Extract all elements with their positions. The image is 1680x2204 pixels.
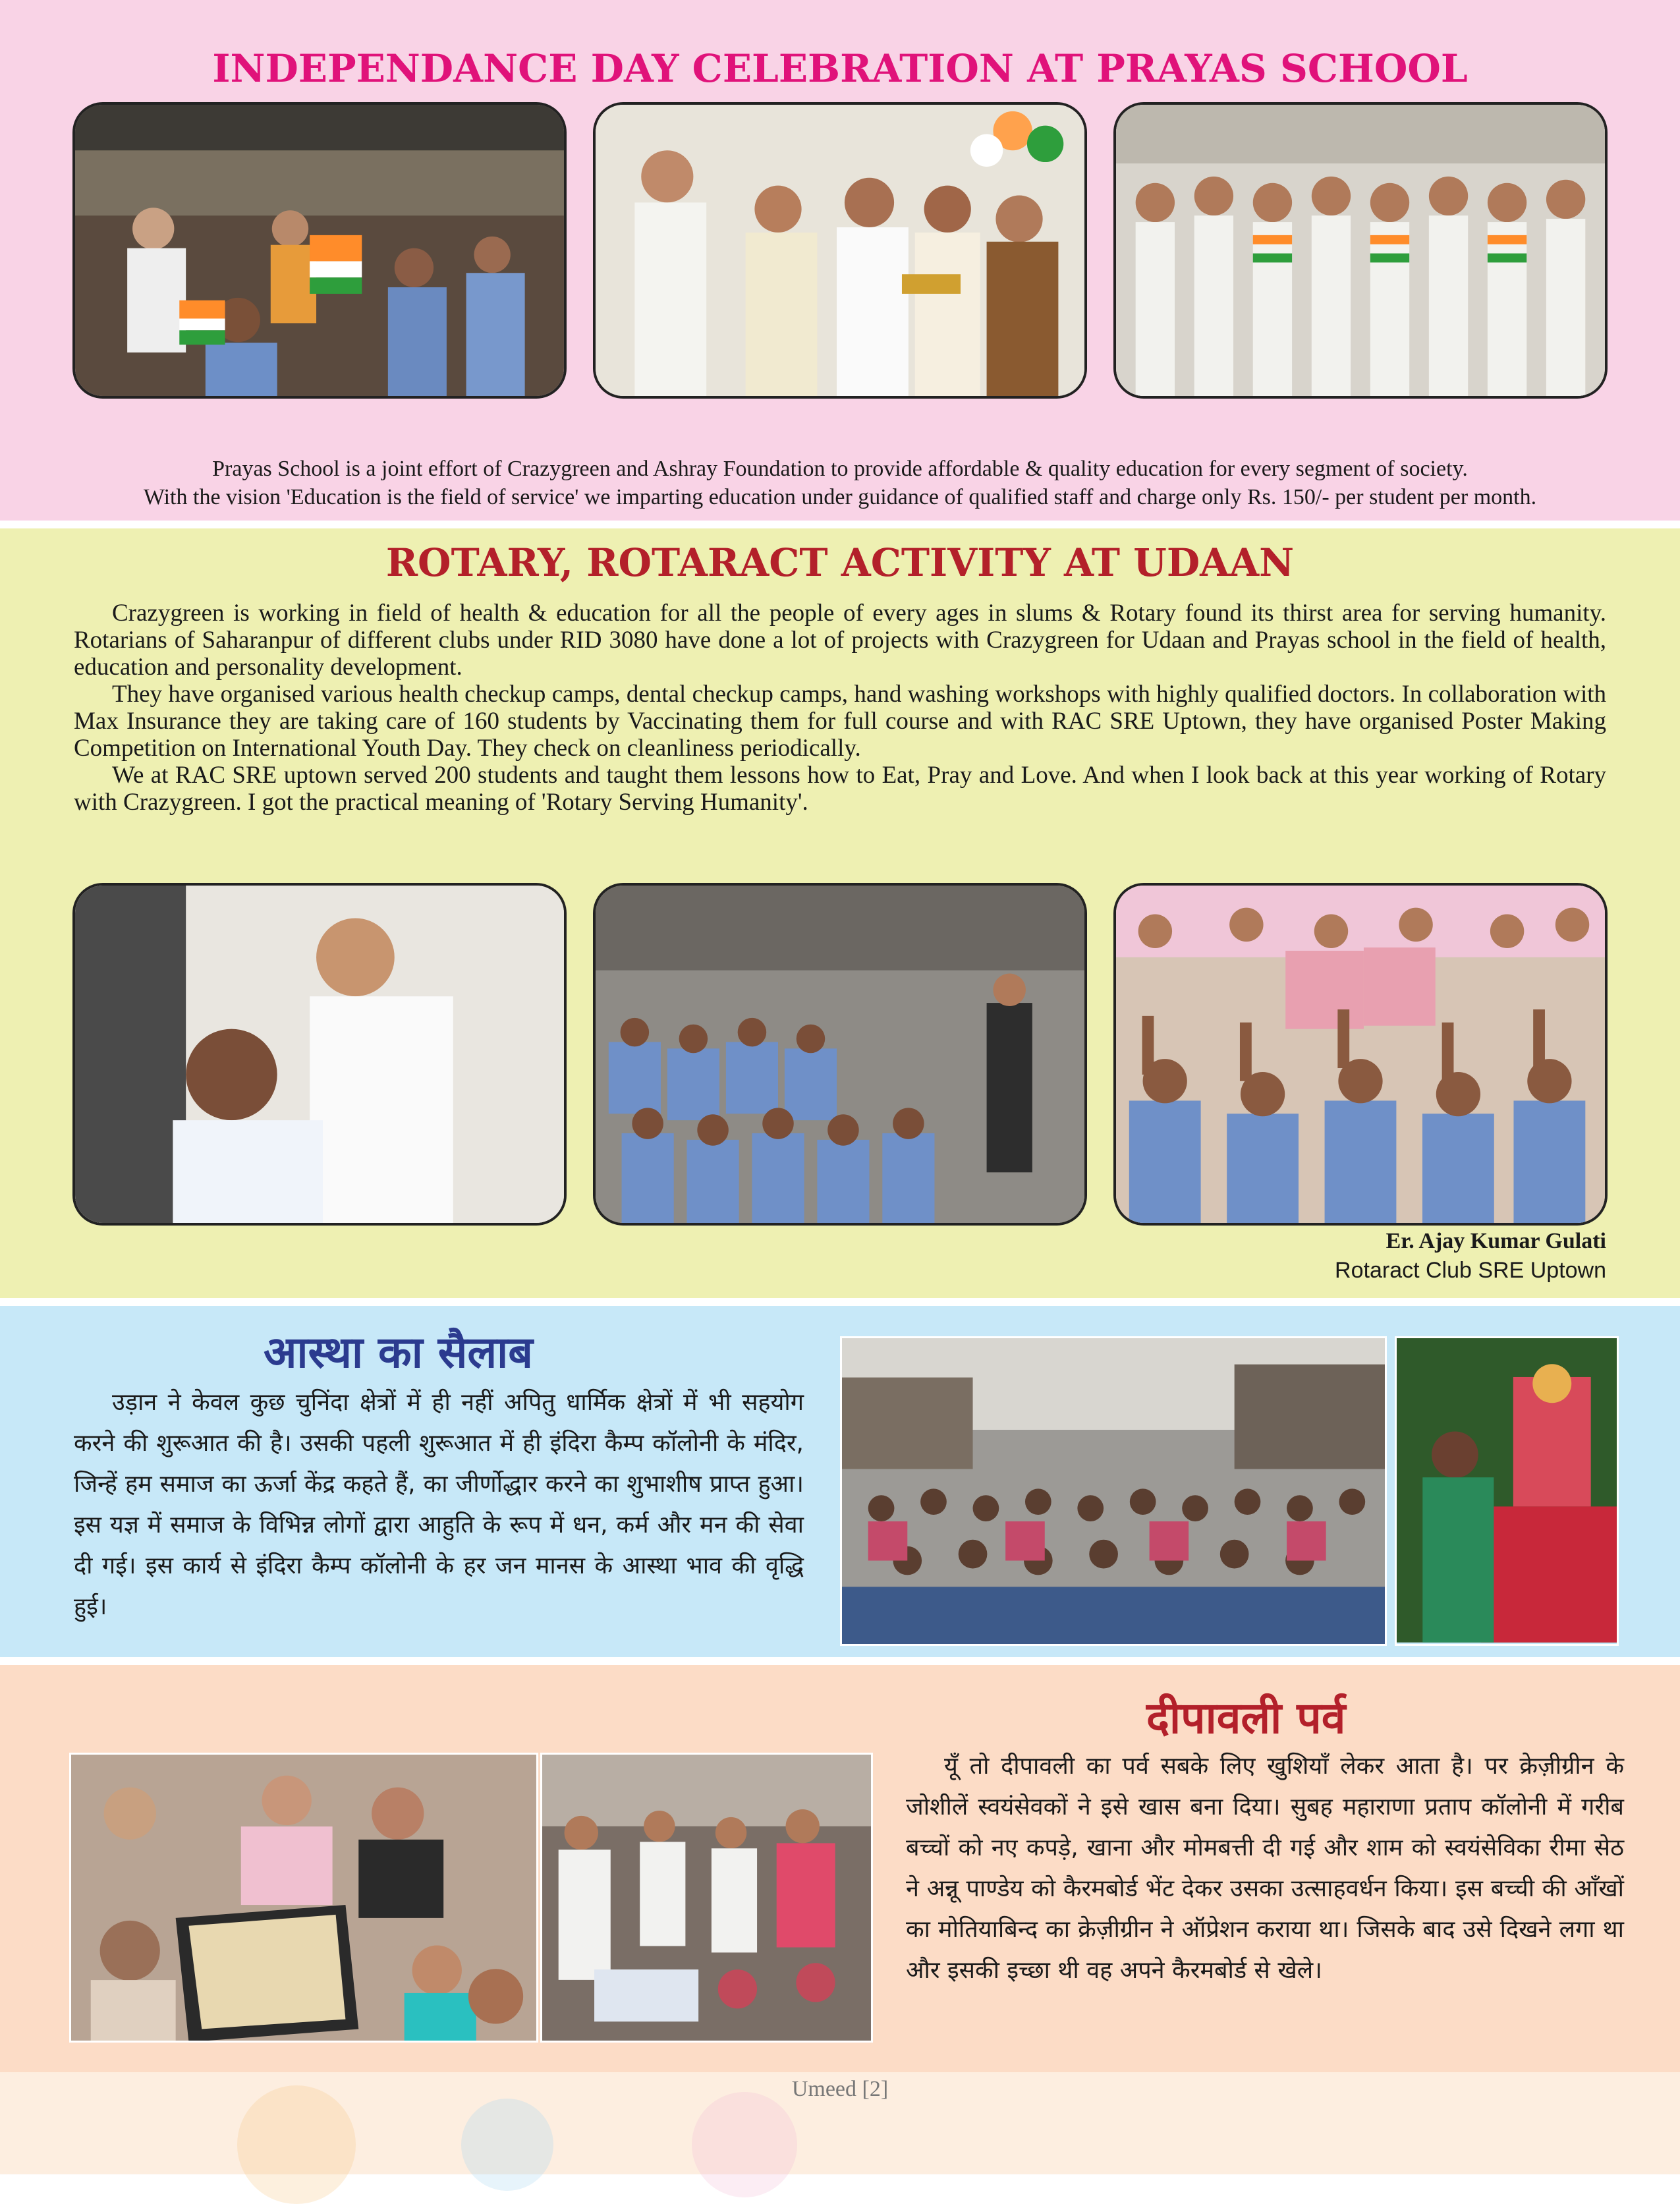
photo-children-cheering (1113, 883, 1608, 1226)
photo-students-with-flags (72, 102, 567, 399)
photo-temple-idol (1395, 1336, 1619, 1646)
page-number: Umeed [2] (791, 2077, 889, 2101)
prayas-caption-line1: Prayas School is a joint effort of Crazygreen and Ashray Foundation to provide affordable & quality education for every segment of society. (212, 457, 1468, 481)
aastha-paragraph: उड़ान ने केवल कुछ चुनिंदा क्षेत्रों में ही नहीं अपितु धार्मिक क्षेत्रों में भी सहयोग करने की शुरूआत की है। उसकी पहली शुरूआत में ही इंदिरा कैम्प कॉलोनी के मंदिर, जिन्हें हम समाज का ऊर्जा केंद्र कहते हैं, का जीर्णोद्धार करने का शुभाशीष प्राप्त हुआ। इस यज्ञ में समाज के विभिन्न लोगों द्वारा आहुति के रूप में धन, कर्म और मन की सेवा दी गई। इस कार्य से इंदिरा कैम्प कॉलोनी के हर जन मानस के आस्था भाव की वृद्धि हुई। (74, 1389, 804, 1620)
aastha-text (74, 1382, 804, 1627)
deepawali-text (906, 1746, 1624, 1991)
photo-guest-felicitation (593, 102, 1087, 399)
photo-group-celebration (1113, 102, 1608, 399)
deepawali-paragraph: यूँ तो दीपावली का पर्व सबके लिए खुशियाँ लेकर आता है। पर क्रेज़ीग्रीन के जोशीलें स्वयंसेवकों ने इसे खास बना दिया। सुबह महाराणा प्रताप कॉलोनी में गरीब बच्चों को नए कपड़े, खाना और मोमबत्ती दी गई और शाम को स्वयंसेविका रीमा सेठ ने अन्नू पाण्डेय को कैरमबोर्ड भेंट देकर उसका उत्साहवर्धन किया। इस बच्ची की आँखों का मोतियाबिन्द का क्रेज़ीग्रीन ने ऑप्रेशन कराया था। जिसके बाद उसे दिखने लगा था और इसकी इच्छा थी वह अपने कैरमबोर्ड से खेले। (906, 1753, 1624, 1984)
photo-vaccination (72, 883, 567, 1226)
photo-students-hall (593, 883, 1087, 1226)
photo-temple-crowd (840, 1336, 1387, 1646)
photo-clothes-distribution (540, 1753, 873, 2043)
photo-carrom-gift (69, 1753, 538, 2043)
independence-day-title: INDEPENDANCE DAY CELEBRATION AT PRAYAS SCHOOL (212, 46, 1468, 91)
rotary-paragraph-1: Crazygreen is working in field of health & education for all the people of every ages in slums & Rotary found its thirst area for serving humanity. Rotarians of Saharanpur of different clubs under RID 3080 have done a lot of projects with Crazygreen for Udaan and Prayas school in the field of health, education and personality development. (74, 600, 1606, 681)
deepawali-title: दीपावली पर्व (1146, 1693, 1346, 1743)
rotary-title: ROTARY, ROTARACT ACTIVITY AT UDAAN (385, 540, 1295, 585)
author-organization: Rotaract Club SRE Uptown (1335, 1258, 1606, 1283)
prayas-caption-line2: With the vision 'Education is the field of service' we imparting education under guidance of qualified staff and charge only Rs. 150/- per student per month. (143, 485, 1537, 509)
author-name: Er. Ajay Kumar Gulati (1386, 1229, 1606, 1253)
rotary-paragraph-3: We at RAC SRE uptown served 200 students and taught them lessons how to Eat, Pray and Love. And when I look back at this year working of Rotary with Crazygreen. I got the practical meaning of 'Rotary Serving Humanity'. (74, 762, 1606, 816)
aastha-title: आस्था का सैलाब (264, 1327, 533, 1378)
rotary-signature (1335, 1227, 1606, 1285)
rotary-article (74, 600, 1606, 816)
rotary-paragraph-2: They have organised various health checkup camps, dental checkup camps, hand washing workshops with highly qualified doctors. In collaboration with Max Insurance they are taking care of 160 students by Vaccinating them for full course and with RAC SRE Uptown, they have organised Poster Making Competition on International Youth Day. They check on cleanliness periodically. (74, 681, 1606, 762)
